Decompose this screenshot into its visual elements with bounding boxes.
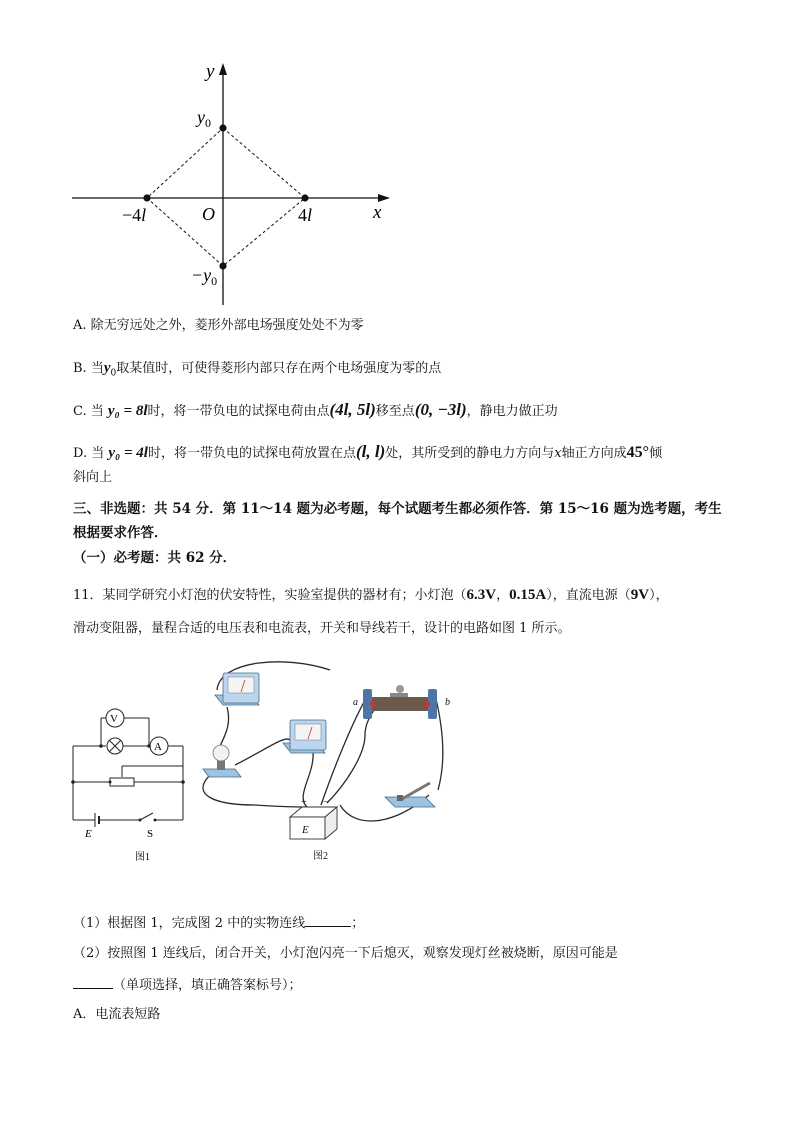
q11-bulb-current: 0.15A (509, 587, 547, 603)
option-d-mid2: 处，其所受到的静电力方向与 (385, 446, 555, 461)
switch-device (385, 783, 435, 807)
option-d-pre: D. 当 (73, 446, 105, 461)
option-d-point: (l, l) (356, 442, 386, 461)
fig2-caption: 图2 (313, 851, 328, 862)
option-d-continued: 斜向上 (73, 470, 113, 485)
lamp-device (203, 745, 241, 777)
option-d-x: x (554, 446, 562, 461)
y-axis-arrow-icon (219, 63, 227, 75)
q11-part2-line2 (73, 974, 302, 996)
rheostat-device (353, 685, 450, 719)
x-axis-label: x (373, 202, 382, 223)
point-y0 (219, 124, 226, 131)
point-neg-y0 (219, 262, 226, 269)
option-c-mid2: 移至点 (375, 404, 415, 419)
x-axis-arrow-icon (378, 194, 390, 202)
q11-part1-text: （1）根据图 1，完成图 2 中的实物连线 (73, 916, 306, 931)
voltmeter-device (215, 673, 259, 705)
neg-4l-label: −4l (122, 205, 147, 225)
q11-line1 (73, 585, 669, 606)
q11-mid: ），直流电源（ (546, 588, 631, 603)
q11-part1-end: ； (351, 916, 365, 931)
battery-device (290, 797, 337, 839)
option-c-post: ，静电力做正功 (466, 404, 558, 419)
ammeter-label: A (154, 741, 162, 753)
circuit-diagram-fig1 (65, 700, 195, 870)
option-d-mid3: 轴正方向成 (561, 446, 627, 461)
battery-plus: + (301, 797, 307, 808)
option-b-pre: B. 当 (73, 361, 104, 376)
option-c-mid: 时，将一带负电的试探电荷由点 (147, 404, 330, 419)
q11-pre: 11．某同学研究小灯泡的伏安特性，实验室提供的器材有；小灯泡（ (73, 588, 467, 603)
y-axis-label: y (206, 61, 215, 82)
q11-comma: ， (496, 588, 510, 603)
switch-label: S (147, 828, 154, 840)
neg-y0-label: $-y_0$ (191, 265, 218, 288)
option-b-post: 取某值时，可使得菱形内部只存在两个电场强度为零的点 (116, 361, 442, 376)
q11-part2-option-a: A．电流表短路 (73, 1007, 161, 1022)
option-c-point2: (0, −3l) (414, 400, 467, 419)
option-c-cond: y₀ = 8l (107, 403, 148, 419)
option-d-angle: 45° (626, 444, 650, 461)
option-d-post: 倾 (649, 446, 663, 461)
emf-label: E (85, 828, 92, 840)
option-a: A. 除无穷远处之外，菱形外部电场强度处处不为零 (73, 318, 364, 333)
q11-part2-line1: （2）按照图 1 连线后，闭合开关，小灯泡闪亮一下后熄灭，观察发现灯丝被烧断，原因可能是 (73, 946, 618, 961)
y0-label: $y_0$ (197, 107, 211, 130)
battery-minus: − (323, 797, 329, 808)
q11-bulb-voltage: 6.3V (466, 587, 497, 603)
battery-label: E (302, 824, 309, 836)
option-b (73, 358, 441, 384)
point-neg-4l (143, 194, 150, 201)
option-c-pre: C. 当 (73, 404, 104, 419)
q11-end: ）， (649, 588, 669, 603)
option-d-mid: 时，将一带负电的试探电荷放置在点 (147, 446, 356, 461)
q11-part1 (73, 912, 364, 934)
q11-supply-voltage: 9V (630, 587, 650, 603)
origin-label: O (202, 204, 215, 224)
option-b-sub: 0 (110, 368, 117, 379)
apparatus-fig2 (195, 655, 495, 870)
4l-label: 4l (298, 205, 313, 225)
q11-part1-answer-blank[interactable] (305, 912, 351, 927)
voltmeter-label: V (110, 713, 118, 725)
q11-part2-answer-blank[interactable] (73, 974, 113, 989)
rheostat-terminal-b: b (445, 697, 450, 708)
ammeter-device (283, 720, 326, 753)
section-3-subheading: （一）必考题：共 62 分． (73, 550, 237, 566)
section-3-heading-line1: 三、非选题：共 54 分．第 11～14 题为必考题，每个试题考生都必须作答．第 15～16 题为选考题，考生 (73, 501, 722, 517)
option-b-var: y (103, 360, 111, 376)
q11-line2: 滑动变阻器，量程合适的电压表和电流表，开关和导线若干，设计的电路如图 1 所示。 (73, 621, 571, 636)
option-c-point1: (4l, 5l) (329, 400, 376, 419)
fig1-caption: 图1 (135, 852, 150, 863)
option-c (73, 400, 558, 422)
coordinate-figure (60, 55, 400, 315)
q11-part2-instruction: （单项选择，填正确答案标号）； (113, 978, 302, 993)
option-d (73, 442, 662, 464)
rheostat-terminal-a: a (353, 697, 358, 708)
dashed-rhombus (147, 128, 305, 266)
section-3-heading-line2: 根据要求作答． (73, 525, 168, 541)
point-4l (301, 194, 308, 201)
option-d-cond: y₀ = 4l (108, 445, 148, 461)
